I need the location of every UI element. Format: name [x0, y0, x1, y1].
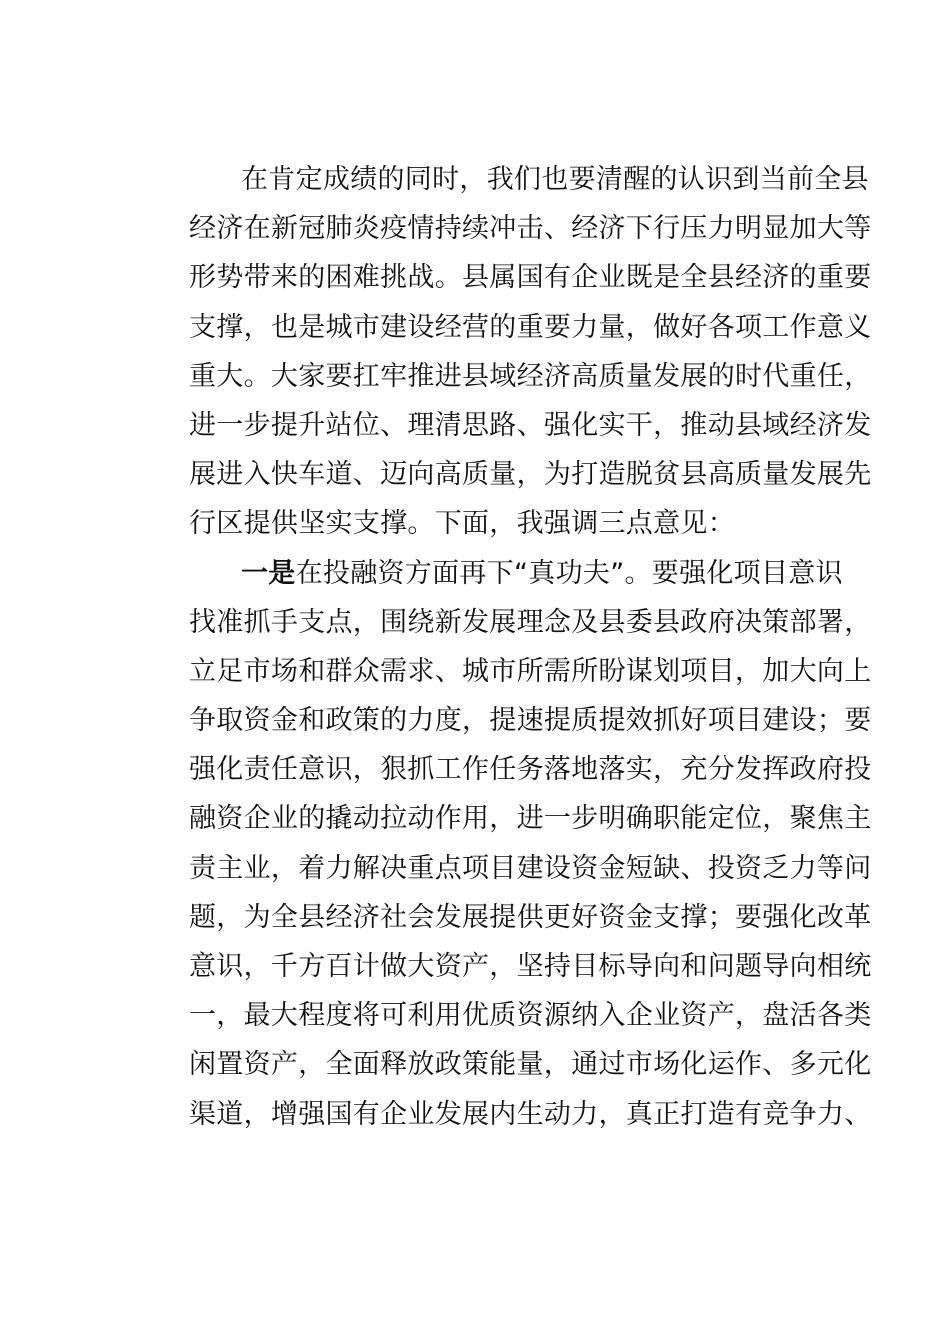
paragraph-line: 形势带来的困难挑战。县属国有企业既是全县经济的重要 — [189, 262, 872, 294]
paragraph-line: 融资企业的撬动拉动作用，进一步明确职能定位，聚焦主 — [189, 803, 872, 835]
paragraph-line: 支撑，也是城市建设经营的重要力量，做好各项工作意义 — [189, 311, 872, 343]
paragraph-line: 责主业，着力解决重点项目建设资金短缺、投资乏力等问 — [189, 852, 872, 884]
paragraph-line: 争取资金和政策的力度，提速提质提效抓好项目建设；要 — [189, 705, 872, 737]
lead-marker: 一是 — [241, 557, 296, 589]
paragraph-first-line — [135, 549, 843, 598]
paragraph-2 — [135, 549, 872, 1139]
body-text — [135, 155, 872, 1139]
paragraph-line: 展进入快车道、迈向高质量，为打造脱贫县高质量发展先 — [189, 459, 872, 491]
paragraph-line: 闲置资产，全面释放政策能量，通过市场化运作、多元化 — [189, 1049, 872, 1081]
paragraph-line: 行区提供坚实支撑。下面，我强调三点意见： — [189, 508, 735, 540]
paragraph-line: 强化责任意识，狠抓工作任务落地落实，充分发挥政府投 — [189, 754, 872, 786]
paragraph-1 — [135, 155, 872, 549]
paragraph-line: 意识，千方百计做大资产，坚持目标导向和问题导向相统 — [189, 951, 872, 982]
paragraph-line: 找准抓手支点，围绕新发展理念及县委县政府决策部署， — [189, 606, 872, 638]
paragraph-line: 经济在新冠肺炎疫情持续冲击、经济下行压力明显加大等 — [189, 213, 872, 245]
first-line-text: 在投融资方面再下“真功夫”。要强化项目意识 — [295, 557, 843, 589]
paragraph-line: 在肯定成绩的同时，我们也要清醒的认识到当前全县 — [241, 164, 869, 195]
paragraph-line: 一，最大程度将可利用优质资源纳入企业资产，盘活各类 — [189, 1000, 872, 1032]
paragraph-line: 立足市场和群众需求、城市所需所盼谋划项目，加大向上 — [189, 655, 872, 687]
paragraph-line: 题，为全县经济社会发展提供更好资金支撑；要强化改革 — [189, 901, 872, 933]
paragraph-line: 渠道，增强国有企业发展内生动力，真正打造有竞争力、 — [189, 1098, 872, 1130]
paragraph-line: 重大。大家要扛牢推进县域经济高质量发展的时代重任， — [189, 360, 872, 392]
paragraph-line: 进一步提升站位、理清思路、强化实干，推动县域经济发 — [189, 409, 872, 441]
